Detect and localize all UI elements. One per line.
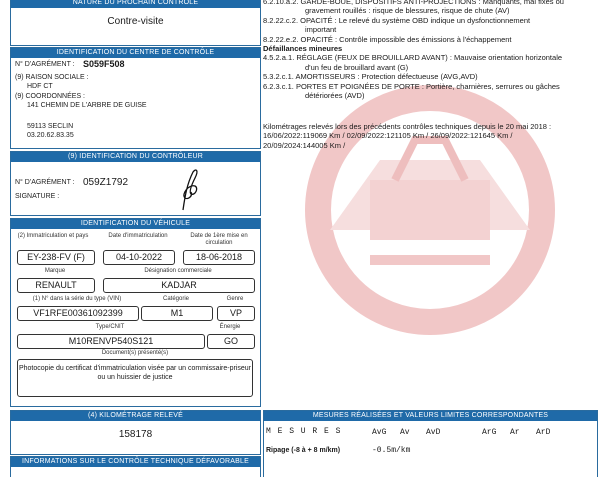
measures-section: [263, 410, 598, 477]
vehicule-section: [10, 218, 261, 407]
signature-label: SIGNATURE :: [15, 193, 60, 200]
type-value: M10RENVP540S121: [17, 334, 205, 349]
designation-label: Désignation commerciale: [144, 268, 212, 274]
centre-raison-value: HDF CT: [27, 83, 53, 90]
next-visit-header: NATURE DU PROCHAIN CONTRÔLE: [11, 0, 260, 8]
date-immat-label: Date d'immatriculation: [108, 233, 168, 239]
controleur-header: (9) IDENTIFICATION DU CONTRÔLEUR: [11, 152, 260, 162]
info-footer-header: INFORMATIONS SUR LE CONTRÔLE TECHNIQUE DÉFAVORABLE: [11, 457, 260, 467]
ripage-label: Ripage (-8 à + 8 m/km): [266, 447, 341, 454]
centre-raison-label: (9) RAISON SOCIALE :: [15, 74, 89, 81]
defect-line: important: [305, 25, 337, 35]
km-history-line: 20/09/2024:144005 Km /: [263, 140, 346, 150]
centre-header: IDENTIFICATION DU CENTRE DE CONTRÔLE: [11, 48, 260, 58]
km-header: (4) KILOMÉTRAGE RELEVÉ: [11, 411, 260, 421]
designation-value: KADJAR: [103, 278, 255, 293]
next-visit-section: [10, 0, 261, 46]
watermark-logo: [300, 80, 560, 340]
col-ard: ArD: [536, 428, 551, 437]
energie-label: Énergie: [219, 324, 241, 330]
centre-section: [10, 47, 261, 149]
controleur-section: [10, 151, 261, 216]
km-section: [10, 410, 261, 455]
docs-value: Photocopie du certificat d'immatriculation visée par un commissaire-priseur ou un huissier de justice: [17, 359, 253, 397]
centre-address-line2: 59113 SECLIN: [27, 123, 74, 130]
col-arg: ArG: [482, 428, 497, 437]
vin-value: VF1RFE00361092399: [17, 306, 139, 321]
col-ar: Ar: [510, 428, 520, 437]
controleur-agrement-label: N° D'AGRÉMENT :: [15, 179, 75, 186]
date-immat-value: 04-10-2022: [103, 250, 175, 265]
immat-value: EY-238-FV (F): [17, 250, 95, 265]
defect-line: gravement rouillés : risque de blessures, risque de chute (AV): [305, 6, 510, 16]
centre-agrement-label: N° D'AGRÉMENT :: [15, 61, 75, 68]
type-label: Type/CNIT: [95, 324, 125, 330]
km-value: 158178: [118, 429, 153, 440]
genre-label: Genre: [226, 296, 244, 302]
col-av: Av: [400, 428, 410, 437]
docs-label: Document(s) présenté(s): [101, 350, 169, 356]
centre-coord-label: (9) COORDONNÉES :: [15, 93, 86, 100]
next-visit-value: Contre-visite: [107, 16, 164, 27]
defects-list: [263, 0, 598, 100]
km-history-line: 16/06/2022:119069 Km / 02/09/2022:121105 Km / 26/09/2022:121645 Km /: [263, 131, 513, 141]
marque-label: Marque: [44, 268, 66, 274]
minor-line: détériorées (AVD): [305, 91, 365, 101]
genre-value: VP: [217, 306, 255, 321]
col-avd: AvD: [426, 428, 441, 437]
ripage-value: -0.5m/km: [372, 446, 411, 455]
centre-phone: 03.20.62.83.35: [27, 132, 74, 139]
minor-line: 5.3.2.c.1. AMORTISSEURS : Protection défectueuse (AVG,AVD): [263, 72, 478, 82]
minor-line: d'un feu de brouillard avant (G): [305, 62, 409, 72]
minor-line: 4.5.2.a.1. RÉGLAGE (FEUX DE BROUILLARD AVANT) : Mauvaise orientation horizontale: [263, 53, 563, 63]
defect-line: 8.2.22.e.2. OPACITÉ : Contrôle impossible des émissions à l'échappement: [263, 34, 512, 44]
categorie-value: M1: [141, 306, 213, 321]
centre-agrement-value: S059F508: [83, 59, 125, 69]
minor-line: 6.2.3.c.1. PORTES ET POIGNÉES DE PORTE : Portière, charnières, serrures ou gâches: [263, 81, 560, 91]
controleur-agrement-value: 059Z1792: [83, 177, 129, 188]
immat-label: (2) Immatriculation et pays: [17, 233, 89, 239]
date-first-label: Date de 1ère mise en circulation: [190, 233, 248, 246]
vehicule-header: IDENTIFICATION DU VÉHICULE: [11, 219, 260, 229]
minor-heading: Défaillances mineures: [263, 44, 343, 54]
measures-title: M E S U R E S: [266, 427, 342, 436]
defect-line: 6.2.10.a.2. GARDE-BOUE, DISPOSITIFS ANTI-PROJECTIONS : Manquants, mal fixés ou: [263, 0, 564, 6]
info-footer-section: [10, 456, 261, 477]
measures-header: MESURES RÉALISÉES ET VALEURS LIMITES CORRESPONDANTES: [264, 411, 597, 421]
date-first-value: 18-06-2018: [183, 250, 255, 265]
vin-label: (1) N° dans la série du type (VIN): [32, 296, 122, 302]
col-avg: AvG: [372, 428, 387, 437]
signature-mark: [169, 166, 209, 212]
defect-line: 8.2.22.c.2. OPACITÉ : Le relevé du système OBD indique un dysfonctionnement: [263, 15, 531, 25]
km-history-line: Kilométrages relevés lors des précédents contrôles techniques depuis le 20 mai 2018 :: [263, 122, 552, 131]
km-history: [263, 122, 598, 150]
categorie-label: Catégorie: [162, 296, 189, 302]
centre-address-line1: 141 CHEMIN DE L'ARBRE DE GUISE: [27, 102, 147, 109]
marque-value: RENAULT: [17, 278, 95, 293]
energie-value: GO: [207, 334, 255, 349]
